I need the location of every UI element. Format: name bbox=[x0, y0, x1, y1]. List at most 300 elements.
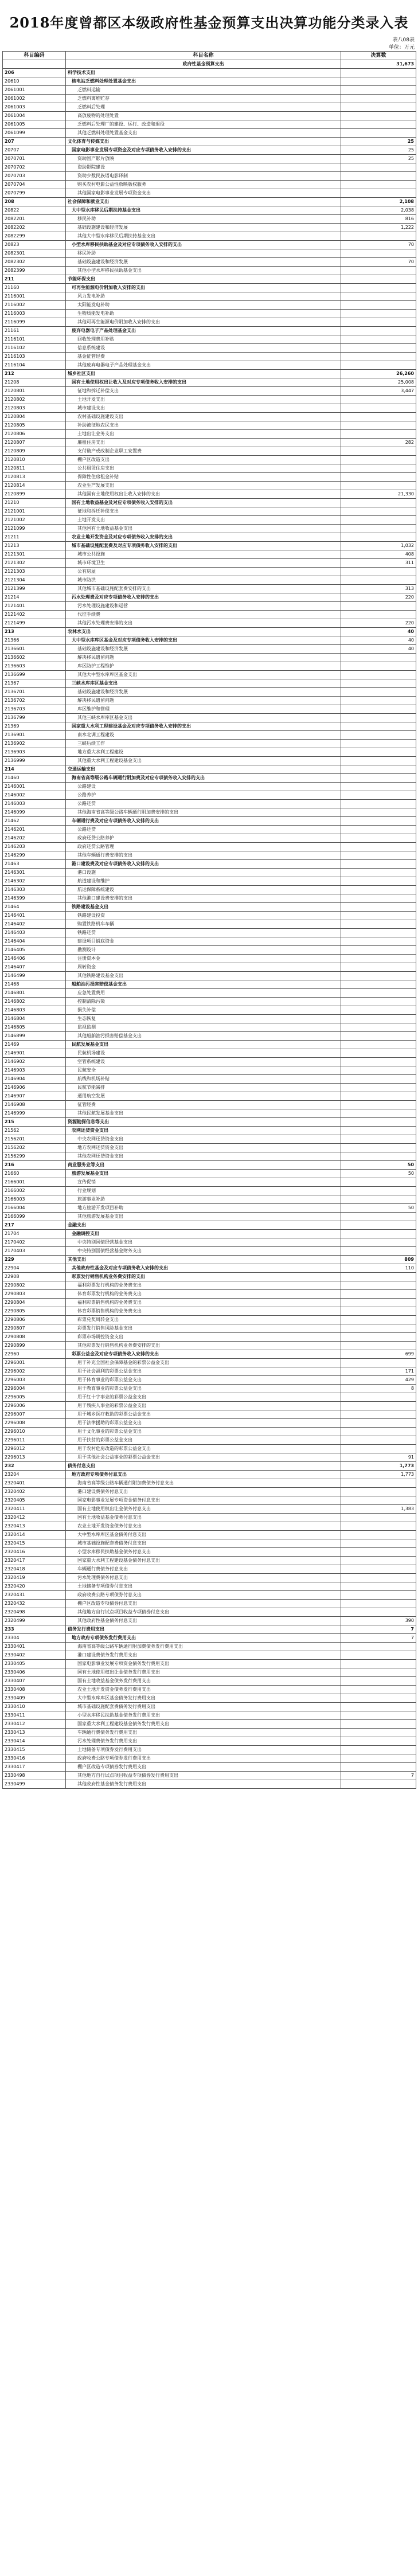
row-name: 建设项目铺底资金 bbox=[66, 937, 341, 946]
row-amount bbox=[341, 843, 416, 851]
row-amount bbox=[341, 1582, 416, 1591]
table-row bbox=[3, 1471, 416, 1479]
row-name: 其他废弃电器电子产品处理基金支出 bbox=[66, 361, 341, 370]
row-name: 海南省高等级公路车辆通行附加费债务发行费用支出 bbox=[66, 1643, 341, 1651]
table-row bbox=[3, 95, 416, 103]
table-row bbox=[3, 1600, 416, 1608]
row-amount bbox=[341, 1557, 416, 1565]
row-name: 行业规划 bbox=[66, 1187, 341, 1195]
row-amount bbox=[341, 318, 416, 327]
row-name: 其他污水处理费安排的支出 bbox=[66, 619, 341, 628]
row-name: 基础设施建设和经济发展 bbox=[66, 688, 341, 697]
table-row bbox=[3, 1737, 416, 1746]
row-code: 2120802 bbox=[3, 396, 66, 404]
row-name: 公有房屋 bbox=[66, 568, 341, 576]
row-code: 2136603 bbox=[3, 662, 66, 671]
table-row bbox=[3, 791, 416, 800]
table-row bbox=[3, 456, 416, 464]
row-code: 20610 bbox=[3, 77, 66, 86]
row-code: 2136799 bbox=[3, 714, 66, 722]
table-row bbox=[3, 292, 416, 301]
row-name: 其他海南省高等级公路车辆通行附加费安排的支出 bbox=[66, 808, 341, 817]
row-name: 其他支出 bbox=[66, 1256, 341, 1264]
row-amount bbox=[341, 851, 416, 860]
row-amount bbox=[341, 1643, 416, 1651]
row-amount bbox=[341, 1711, 416, 1720]
table-row bbox=[3, 215, 416, 224]
row-code: 2330408 bbox=[3, 1686, 66, 1694]
table-row bbox=[3, 241, 416, 249]
row-code: 2330414 bbox=[3, 1737, 66, 1746]
table-row bbox=[3, 731, 416, 740]
table-row bbox=[3, 490, 416, 499]
row-name: 南水北调工程建设 bbox=[66, 731, 341, 740]
row-amount bbox=[341, 722, 416, 731]
table-row bbox=[3, 1445, 416, 1453]
row-amount: 50 bbox=[341, 1170, 416, 1178]
row-code: 2146907 bbox=[3, 1092, 66, 1101]
table-row bbox=[3, 1514, 416, 1522]
row-code: 2146001 bbox=[3, 783, 66, 791]
table-row bbox=[3, 722, 416, 731]
row-code: 2116003 bbox=[3, 310, 66, 318]
row-amount bbox=[341, 1531, 416, 1539]
row-name: 城乡社区支出 bbox=[66, 370, 341, 378]
row-amount: 2,108 bbox=[341, 198, 416, 206]
row-code: 2166003 bbox=[3, 1195, 66, 1204]
row-code: 2136701 bbox=[3, 688, 66, 697]
row-amount bbox=[341, 112, 416, 120]
table-row bbox=[3, 826, 416, 834]
row-name: 生态恢复 bbox=[66, 1015, 341, 1023]
row-code: 2330406 bbox=[3, 1668, 66, 1677]
row-code: 2116101 bbox=[3, 335, 66, 344]
row-code: 2320431 bbox=[3, 1591, 66, 1600]
row-code: 2070704 bbox=[3, 181, 66, 189]
row-name: 污水处理设施建设和运营 bbox=[66, 602, 341, 611]
table-row bbox=[3, 1625, 416, 1634]
row-amount bbox=[341, 1092, 416, 1101]
row-amount bbox=[341, 447, 416, 456]
row-code: 23304 bbox=[3, 1634, 66, 1643]
row-amount bbox=[341, 335, 416, 344]
row-name: 其他旅游发展基金支出 bbox=[66, 1213, 341, 1221]
row-code: 2082301 bbox=[3, 249, 66, 258]
row-amount bbox=[341, 301, 416, 310]
row-name: 国有土地收益基金债务发行费用支出 bbox=[66, 1677, 341, 1686]
row-name: 棚户区改造专项债券付息支出 bbox=[66, 1600, 341, 1608]
row-name: 债务发行费用支出 bbox=[66, 1625, 341, 1634]
row-name: 国家电影事业发展专项资金及对应专项债务收入安排的支出 bbox=[66, 146, 341, 155]
row-amount bbox=[341, 980, 416, 989]
table-row bbox=[3, 1419, 416, 1428]
row-code: 2320432 bbox=[3, 1600, 66, 1608]
row-code: 213 bbox=[3, 628, 66, 636]
table-row bbox=[3, 877, 416, 886]
row-amount bbox=[341, 275, 416, 284]
row-name: 购置铁路机车车辆 bbox=[66, 920, 341, 929]
table-row bbox=[3, 1195, 416, 1204]
table-body bbox=[3, 60, 416, 1789]
row-code: 2330407 bbox=[3, 1677, 66, 1686]
row-code: 22904 bbox=[3, 1264, 66, 1273]
table-row bbox=[3, 516, 416, 525]
row-code: 20707 bbox=[3, 146, 66, 155]
row-name: 乏燃料离堆贮存 bbox=[66, 95, 341, 103]
row-name: 其他地方自行试点项目收益专项债券发行费用支出 bbox=[66, 1772, 341, 1780]
table-row bbox=[3, 1316, 416, 1324]
row-code: 2290808 bbox=[3, 1333, 66, 1342]
row-name: 农业生产发展支出 bbox=[66, 482, 341, 490]
table-row bbox=[3, 1256, 416, 1264]
row-code: 2121402 bbox=[3, 611, 66, 619]
row-amount bbox=[341, 740, 416, 748]
row-amount bbox=[341, 705, 416, 714]
table-row bbox=[3, 1436, 416, 1445]
row-code: 2116102 bbox=[3, 344, 66, 353]
row-code: 2146407 bbox=[3, 963, 66, 972]
row-name: 城市防洪 bbox=[66, 576, 341, 585]
row-name: 其他重大水利工程建设基金支出 bbox=[66, 757, 341, 765]
row-name: 宣传促销 bbox=[66, 1178, 341, 1187]
row-name: 地方重大水利工程建设 bbox=[66, 748, 341, 757]
row-amount: 25,008 bbox=[341, 378, 416, 387]
row-name: 彩票市场调控资金支出 bbox=[66, 1333, 341, 1342]
row-code: 2296011 bbox=[3, 1436, 66, 1445]
row-code: 2121304 bbox=[3, 576, 66, 585]
row-code: 2166002 bbox=[3, 1187, 66, 1195]
row-name: 社会保障和就业支出 bbox=[66, 198, 341, 206]
row-amount bbox=[341, 1109, 416, 1118]
row-code: 23204 bbox=[3, 1471, 66, 1479]
row-amount bbox=[341, 1428, 416, 1436]
row-name: 公共租赁住房支出 bbox=[66, 464, 341, 473]
table-row bbox=[3, 267, 416, 275]
row-code: 2146406 bbox=[3, 955, 66, 963]
row-code: 2146805 bbox=[3, 1023, 66, 1032]
row-amount bbox=[341, 1720, 416, 1729]
table-row bbox=[3, 1548, 416, 1557]
row-name: 用于农村危房改造的彩票公益金支出 bbox=[66, 1445, 341, 1453]
row-code: 2116099 bbox=[3, 318, 66, 327]
row-code: 2120814 bbox=[3, 482, 66, 490]
table-row bbox=[3, 189, 416, 198]
table-row bbox=[3, 1135, 416, 1144]
row-code: 215 bbox=[3, 1118, 66, 1127]
row-amount: 50 bbox=[341, 1204, 416, 1213]
row-code: 2136903 bbox=[3, 748, 66, 757]
table-row bbox=[3, 903, 416, 912]
row-code: 2290803 bbox=[3, 1290, 66, 1299]
row-amount bbox=[341, 1574, 416, 1582]
row-name: 其他大中型水库移民后期扶持基金支出 bbox=[66, 232, 341, 241]
row-code: 208 bbox=[3, 198, 66, 206]
table-row bbox=[3, 482, 416, 490]
table-row bbox=[3, 783, 416, 791]
row-name: 保障性住房租金补贴 bbox=[66, 473, 341, 482]
row-amount bbox=[341, 817, 416, 826]
row-amount bbox=[341, 1127, 416, 1135]
row-code: 2146904 bbox=[3, 1075, 66, 1084]
header-name: 科目名称 bbox=[66, 52, 341, 60]
table-row bbox=[3, 1247, 416, 1256]
row-code: 2296003 bbox=[3, 1376, 66, 1385]
row-amount bbox=[341, 181, 416, 189]
table-row bbox=[3, 989, 416, 998]
row-amount bbox=[341, 1299, 416, 1307]
row-name: 风力发电补助 bbox=[66, 292, 341, 301]
row-code: 2330499 bbox=[3, 1780, 66, 1789]
row-amount bbox=[341, 1479, 416, 1488]
table-row bbox=[3, 421, 416, 430]
row-name: 其他小型水库移民扶助基金支出 bbox=[66, 267, 341, 275]
row-code: 2136699 bbox=[3, 671, 66, 679]
table-row bbox=[3, 1264, 416, 1273]
row-amount: 26,260 bbox=[341, 370, 416, 378]
row-code: 22960 bbox=[3, 1350, 66, 1359]
table-row bbox=[3, 1127, 416, 1135]
row-name: 公路建设 bbox=[66, 783, 341, 791]
table-row bbox=[3, 413, 416, 421]
row-code: 2120810 bbox=[3, 456, 66, 464]
row-amount bbox=[341, 1023, 416, 1032]
table-row bbox=[3, 593, 416, 602]
row-code: 2320499 bbox=[3, 1617, 66, 1625]
table-row bbox=[3, 507, 416, 516]
row-amount bbox=[341, 129, 416, 138]
row-name: 用于法律援助的彩票公益金支出 bbox=[66, 1419, 341, 1428]
table-row bbox=[3, 697, 416, 705]
table-row bbox=[3, 1058, 416, 1066]
row-code: 22908 bbox=[3, 1273, 66, 1281]
row-name: 注册资本金 bbox=[66, 955, 341, 963]
row-code: 2121302 bbox=[3, 559, 66, 568]
row-code: 2296008 bbox=[3, 1419, 66, 1428]
table-row bbox=[3, 318, 416, 327]
row-amount bbox=[341, 671, 416, 679]
row-code: 2146302 bbox=[3, 877, 66, 886]
row-name: 土地储备专项债券发行费用支出 bbox=[66, 1746, 341, 1754]
row-code: 2166001 bbox=[3, 1178, 66, 1187]
table-row bbox=[3, 937, 416, 946]
row-amount bbox=[341, 1307, 416, 1316]
row-name: 棚户区改造支出 bbox=[66, 456, 341, 464]
row-amount: 40 bbox=[341, 636, 416, 645]
row-name: 公路还贷 bbox=[66, 826, 341, 834]
row-code: 233 bbox=[3, 1625, 66, 1634]
row-amount bbox=[341, 1565, 416, 1574]
row-name: 科学技术支出 bbox=[66, 69, 341, 77]
row-amount: 50 bbox=[341, 1161, 416, 1170]
row-name: 城市基础设施配套费及对应专项债务收入安排的支出 bbox=[66, 542, 341, 550]
row-name: 车辆通行费债务付息支出 bbox=[66, 1565, 341, 1574]
row-name: 铁路建设基金支出 bbox=[66, 903, 341, 912]
row-name: 补助被征地农民支出 bbox=[66, 421, 341, 430]
row-amount bbox=[341, 946, 416, 955]
table-row bbox=[3, 1402, 416, 1410]
row-name: 可再生能源电价附加收入安排的支出 bbox=[66, 284, 341, 292]
row-amount: 70 bbox=[341, 241, 416, 249]
row-name: 国家电影事业发展专项资金债务付息支出 bbox=[66, 1496, 341, 1505]
row-amount bbox=[341, 189, 416, 198]
table-row bbox=[3, 1342, 416, 1350]
row-code: 2070703 bbox=[3, 172, 66, 181]
row-amount bbox=[341, 77, 416, 86]
row-name: 棚户区改造专项债券发行费用支出 bbox=[66, 1763, 341, 1772]
table-row bbox=[3, 998, 416, 1006]
row-amount bbox=[341, 869, 416, 877]
row-amount: 282 bbox=[341, 439, 416, 447]
table-row bbox=[3, 327, 416, 335]
table-row bbox=[3, 929, 416, 937]
row-amount bbox=[341, 1780, 416, 1789]
row-amount bbox=[341, 1419, 416, 1428]
row-amount bbox=[341, 791, 416, 800]
row-code: 2146802 bbox=[3, 998, 66, 1006]
row-name: 信息系统建设 bbox=[66, 344, 341, 353]
table-row bbox=[3, 1023, 416, 1032]
row-name: 政府收费公路专项债券发行费用支出 bbox=[66, 1754, 341, 1763]
row-code: 2146401 bbox=[3, 912, 66, 920]
row-name: 中央特别国债经营基金财务支出 bbox=[66, 1247, 341, 1256]
row-amount: 313 bbox=[341, 585, 416, 593]
table-row bbox=[3, 550, 416, 559]
row-code: 2146901 bbox=[3, 1049, 66, 1058]
row-code: 2156201 bbox=[3, 1135, 66, 1144]
row-code: 2120801 bbox=[3, 387, 66, 396]
table-row bbox=[3, 396, 416, 404]
table-row bbox=[3, 1772, 416, 1780]
table-row bbox=[3, 1084, 416, 1092]
row-code: 2136602 bbox=[3, 654, 66, 662]
row-name: 基础设施建设和经济发展 bbox=[66, 258, 341, 267]
row-code: 21208 bbox=[3, 378, 66, 387]
row-name: 民航机场建设 bbox=[66, 1049, 341, 1058]
row-code: 2170402 bbox=[3, 1238, 66, 1247]
row-code: 2121099 bbox=[3, 525, 66, 533]
table-row bbox=[3, 1333, 416, 1342]
row-code: 2330498 bbox=[3, 1772, 66, 1780]
table-row bbox=[3, 808, 416, 817]
row-name: 其他船舶油污损害赔偿基金支出 bbox=[66, 1032, 341, 1041]
table-row bbox=[3, 1049, 416, 1058]
row-amount bbox=[341, 473, 416, 482]
row-name: 污水处理费债务付息支出 bbox=[66, 1574, 341, 1582]
row-name: 地方政府专项债务付息支出 bbox=[66, 1471, 341, 1479]
row-name: 生物质能发电补助 bbox=[66, 310, 341, 318]
row-code: 21213 bbox=[3, 542, 66, 550]
table-row bbox=[3, 1385, 416, 1393]
row-amount bbox=[341, 1359, 416, 1367]
row-name: 控制清除污染 bbox=[66, 998, 341, 1006]
row-name: 其他农网还贷资金支出 bbox=[66, 1152, 341, 1161]
row-name: 乏燃料后处理厂的建设、运行、改造和退役 bbox=[66, 120, 341, 129]
row-amount bbox=[341, 1075, 416, 1084]
row-amount: 809 bbox=[341, 1256, 416, 1264]
row-code: 206 bbox=[3, 69, 66, 77]
row-amount bbox=[341, 430, 416, 439]
row-name: 农村基础设施建设支出 bbox=[66, 413, 341, 421]
table-row bbox=[3, 146, 416, 155]
row-name: 资助国产影片放映 bbox=[66, 155, 341, 163]
row-amount bbox=[341, 998, 416, 1006]
table-row bbox=[3, 576, 416, 585]
row-amount bbox=[341, 1041, 416, 1049]
row-code: 2116104 bbox=[3, 361, 66, 370]
row-amount bbox=[341, 808, 416, 817]
row-amount: 2,038 bbox=[341, 206, 416, 215]
row-name: 民航发展基金支出 bbox=[66, 1041, 341, 1049]
row-code: 2136902 bbox=[3, 740, 66, 748]
row-name: 体育彩票发行机构的业务费支出 bbox=[66, 1290, 341, 1299]
row-name: 航运保障系统建设 bbox=[66, 886, 341, 894]
row-name: 基础设施建设和经济发展 bbox=[66, 645, 341, 654]
row-amount bbox=[341, 1651, 416, 1660]
table-row bbox=[3, 1041, 416, 1049]
row-amount bbox=[341, 482, 416, 490]
row-code: 2156299 bbox=[3, 1152, 66, 1161]
row-code: 21468 bbox=[3, 980, 66, 989]
row-name: 其他国家电影事业发展专项资金支出 bbox=[66, 189, 341, 198]
row-name: 用于城乡医疗救助的彩票公益金支出 bbox=[66, 1410, 341, 1419]
table-row bbox=[3, 447, 416, 456]
table-row bbox=[3, 1643, 416, 1651]
row-amount bbox=[341, 292, 416, 301]
row-name: 彩票兑奖周转金支出 bbox=[66, 1316, 341, 1324]
row-code bbox=[3, 60, 66, 69]
row-name: 其他国有土地使用权出让收入安排的支出 bbox=[66, 490, 341, 499]
row-amount bbox=[341, 1694, 416, 1703]
table-row bbox=[3, 886, 416, 894]
table-row bbox=[3, 353, 416, 361]
row-code: 2320414 bbox=[3, 1531, 66, 1539]
row-amount bbox=[341, 1324, 416, 1333]
table-row bbox=[3, 1187, 416, 1195]
row-name: 资源勘探信息等支出 bbox=[66, 1118, 341, 1127]
row-code: 2146908 bbox=[3, 1101, 66, 1109]
row-code: 216 bbox=[3, 1161, 66, 1170]
row-name: 中央特别国债经营基金支出 bbox=[66, 1238, 341, 1247]
row-amount bbox=[341, 1686, 416, 1694]
row-code: 2070701 bbox=[3, 155, 66, 163]
table-row bbox=[3, 1746, 416, 1754]
table-row bbox=[3, 671, 416, 679]
row-code: 2146202 bbox=[3, 834, 66, 843]
row-code: 2290804 bbox=[3, 1299, 66, 1307]
row-amount: 25 bbox=[341, 138, 416, 146]
row-name: 用于社会福利的彩票公益金支出 bbox=[66, 1367, 341, 1376]
row-name: 土地储备专项债券付息支出 bbox=[66, 1582, 341, 1591]
table-row bbox=[3, 1376, 416, 1385]
table-row bbox=[3, 1178, 416, 1187]
row-code: 2146301 bbox=[3, 869, 66, 877]
row-name: 高放废物的处理处置 bbox=[66, 112, 341, 120]
row-amount bbox=[341, 1402, 416, 1410]
row-amount bbox=[341, 1548, 416, 1557]
row-amount: 429 bbox=[341, 1376, 416, 1385]
row-name: 污水处理费债务发行费用支出 bbox=[66, 1737, 341, 1746]
row-name: 空管系统建设 bbox=[66, 1058, 341, 1066]
row-code: 2146203 bbox=[3, 843, 66, 851]
row-amount bbox=[341, 929, 416, 937]
row-code: 2061099 bbox=[3, 129, 66, 138]
row-amount bbox=[341, 396, 416, 404]
row-amount bbox=[341, 267, 416, 275]
row-amount: 171 bbox=[341, 1367, 416, 1376]
row-code: 2320411 bbox=[3, 1505, 66, 1514]
table-row bbox=[3, 972, 416, 980]
table-row bbox=[3, 765, 416, 774]
